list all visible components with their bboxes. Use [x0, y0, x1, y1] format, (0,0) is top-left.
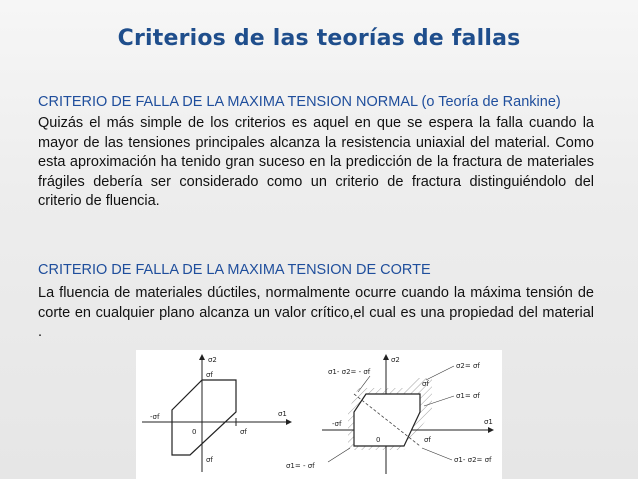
leader-line: [426, 366, 454, 380]
left-sigma2-label: σ2: [208, 356, 217, 364]
section-body-max-shear: La fluencia de materiales dúctiles, normalmente ocurre cuando la máxima tensión de corte en cualquier plano alcanza un valor crítico,el cual es una propiedad del material .: [38, 285, 594, 341]
right-eq-lower-right: σ1- σ2= σf: [454, 456, 492, 464]
right-sigma1-label: σ1: [484, 418, 493, 426]
right-eq-upper-left: σ1- σ2= - σf: [328, 368, 371, 376]
right-sigma2-label: σ2: [391, 356, 400, 364]
leader-line: [422, 448, 452, 460]
right-sigma1-arrow: [488, 427, 494, 433]
left-sf-bottom-label: σf: [206, 456, 213, 464]
failure-criteria-figure: [136, 350, 502, 479]
left-origin-label: 0: [192, 428, 197, 436]
left-sigma1-arrow: [286, 419, 292, 425]
left-neg-sf-label: -σf: [150, 413, 160, 421]
left-sf-right-label: σf: [240, 428, 247, 436]
right-sf-top-label: σf: [422, 380, 429, 388]
section-heading-max-shear: CRITERIO DE FALLA DE LA MAXIMA TENSION DE CORTE: [38, 262, 431, 278]
right-diagram: [286, 354, 494, 474]
left-sf-top-label: σf: [206, 371, 213, 379]
left-failure-envelope: [172, 380, 236, 455]
section-heading-rankine: CRITERIO DE FALLA DE LA MAXIMA TENSION NORMAL (o Teoría de Rankine): [38, 94, 561, 110]
right-sf-right-label: σf: [424, 436, 431, 444]
right-eq-right: σ1= σf: [456, 392, 480, 400]
left-sigma1-label: σ1: [278, 410, 287, 418]
right-neg-sf-label: -σf: [332, 420, 342, 428]
right-origin-label: 0: [376, 436, 381, 444]
right-eq-upper-right: σ2= σf: [456, 362, 480, 370]
section-body-rankine: Quizás el más simple de los criterios es aquel en que se espera la falla cuando la mayor de las tensiones principales alcanza la resistencia uniaxial del material. Como esta aproximación ha tenido gran suceso en la predicción de la fractura de materiales frágiles debería ser considerado como un criterio de fractura distinguiéndolo del criterio de fluencia.: [38, 115, 594, 210]
left-sigma2-arrow: [199, 354, 205, 360]
right-eq-left: σ1= - σf: [286, 462, 315, 470]
slide-title: Criterios de las teorías de fallas: [117, 26, 521, 51]
left-diagram: [142, 354, 292, 472]
right-sigma2-arrow: [383, 354, 389, 360]
leader-line: [328, 448, 350, 462]
